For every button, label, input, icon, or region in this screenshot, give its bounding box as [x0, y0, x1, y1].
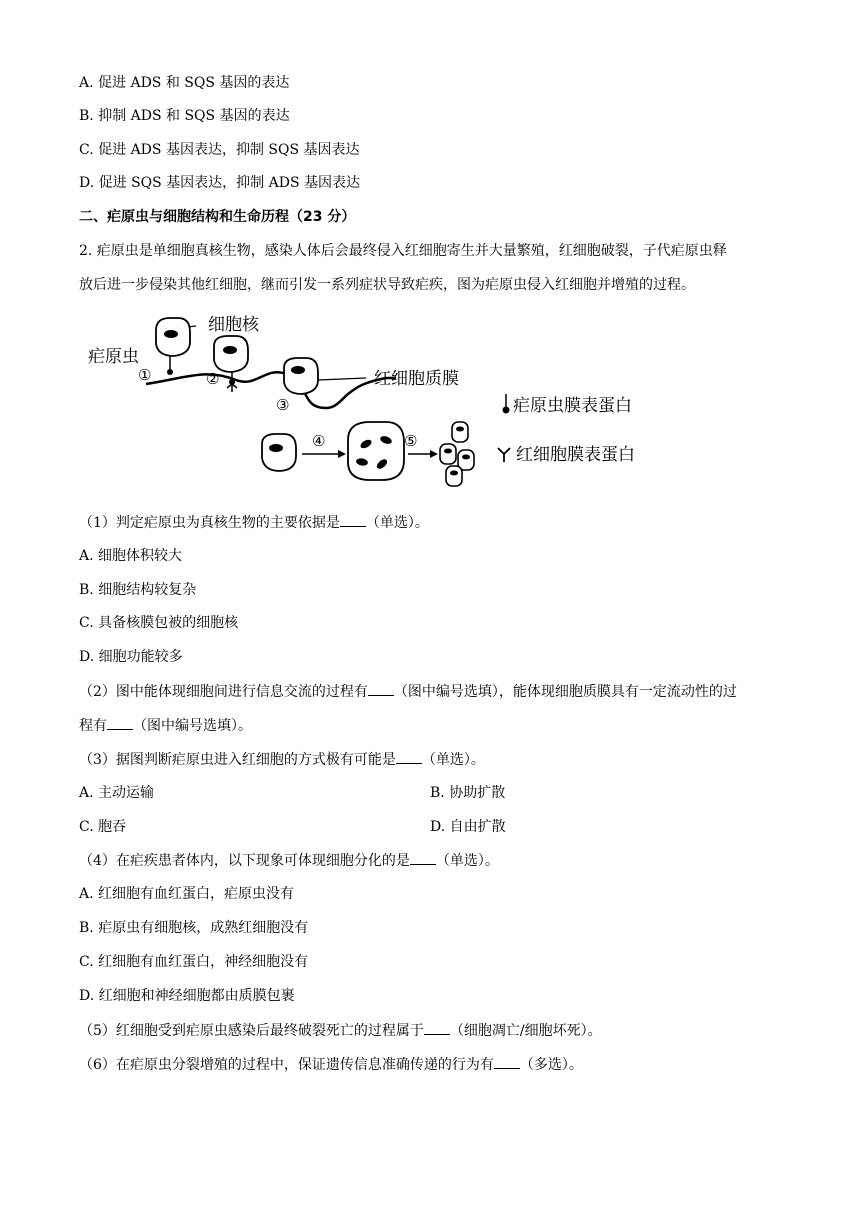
sub4-stem: （4）在疟疾患者体内，以下现象可体现细胞分化的是 （单选）。: [79, 850, 499, 871]
question2-intro-line2: 放后进一步侵染其他红细胞，继而引发一系列症状导致疟疾，图为疟原虫侵入红细胞并增殖的过程。: [79, 277, 695, 293]
option-prev-d: D. 促进 SQS 基因表达，抑制 ADS 基因表达: [79, 175, 361, 191]
rbc-membrane-curve: [146, 372, 396, 408]
legend-rbc-protein: 红细胞膜表蛋白: [516, 445, 635, 465]
legend-parasite-protein: 疟原虫膜表蛋白: [513, 396, 632, 416]
infected-rbc: [348, 422, 404, 480]
answer-blank[interactable]: [424, 1020, 450, 1035]
rbc-protein-2: [227, 384, 237, 392]
parasite-invasion-figure: [86, 308, 646, 490]
sub4-option-d: D. 红细胞和神经细胞都由质膜包裹: [79, 988, 295, 1004]
sub1-stem: （1）判定疟原虫为真核生物的主要依据是 （单选）。: [79, 512, 429, 533]
parasite-nucleus-2: [223, 346, 237, 354]
label-parasite: 疟原虫: [88, 347, 139, 367]
sub4-option-c: C. 红细胞有血红蛋白，神经细胞没有: [79, 954, 309, 970]
sub4-option-b: B. 疟原虫有细胞核，成熟红细胞没有: [79, 920, 309, 936]
option-prev-a: A. 促进 ADS 和 SQS 基因的表达: [79, 75, 290, 91]
option-prev-b: B. 抑制 ADS 和 SQS 基因的表达: [79, 108, 290, 124]
option-prev-c: C. 促进 ADS 基因表达，抑制 SQS 基因表达: [79, 142, 360, 158]
sub5-stem: （5）红细胞受到疟原虫感染后最终破裂死亡的过程属于 （细胞凋亡/细胞坏死）。: [79, 1020, 602, 1041]
membrane-pointer: [318, 378, 366, 380]
answer-blank[interactable]: [340, 512, 366, 527]
sub6-stem: （6）在疟原虫分裂增殖的过程中，保证遗传信息准确传递的行为有 （多选）。: [79, 1054, 583, 1075]
step-2-label: ②: [206, 370, 220, 388]
parasite-cell-2: [214, 336, 248, 372]
parasite-cell-3: [284, 358, 318, 394]
sub1-option-c: C. 具备核膜包被的细胞核: [79, 615, 239, 631]
answer-blank[interactable]: [107, 715, 133, 730]
answer-blank[interactable]: [410, 850, 436, 865]
sub3-option-b: B. 协助扩散: [430, 785, 506, 801]
parasite-nucleus-4: [269, 444, 283, 452]
sub1-option-a: A. 细胞体积较大: [79, 548, 183, 564]
parasite-protein-1: [167, 369, 173, 375]
step-1-label: ①: [138, 366, 152, 384]
sub3-option-c: C. 胞吞: [79, 819, 127, 835]
released-parasites: [440, 422, 474, 486]
label-rbc-membrane: 红细胞质膜: [374, 369, 459, 389]
parasite-cell-4: [262, 434, 296, 471]
step-5-label: ⑤: [404, 432, 418, 450]
question2-intro-line1: 2. 疟原虫是单细胞真核生物，感染人体后会最终侵入红细胞寄生并大量繁殖，红细胞破裂，子代疟原虫释: [79, 243, 727, 259]
answer-blank[interactable]: [494, 1054, 520, 1069]
label-nucleus: 细胞核: [208, 315, 259, 335]
answer-blank[interactable]: [396, 749, 422, 764]
sub1-option-b: B. 细胞结构较复杂: [79, 582, 197, 598]
sub2-line2: 程有 （图中编号选填）。: [79, 715, 252, 736]
sub3-option-a: A. 主动运输: [79, 785, 155, 801]
parasite-nucleus-1: [164, 330, 178, 338]
sub1-option-d: D. 细胞功能较多: [79, 649, 183, 665]
legend-parasite-protein-icon: [503, 407, 510, 414]
step-4-label: ④: [312, 432, 326, 450]
legend-rbc-protein-icon: [498, 448, 510, 462]
answer-blank[interactable]: [368, 681, 394, 696]
section-heading: 二、疟原虫与细胞结构和生命历程（23 分）: [79, 209, 356, 225]
step-3-label: ③: [276, 396, 290, 414]
sub3-stem: （3）据图判断疟原虫进入红细胞的方式极有可能是 （单选）。: [79, 749, 485, 770]
sub4-option-a: A. 红细胞有血红蛋白，疟原虫没有: [79, 886, 295, 902]
sub2-line1: （2）图中能体现细胞间进行信息交流的过程有 （图中编号选填），能体现细胞质膜具有一定流动性的过: [79, 681, 737, 702]
parasite-nucleus-3: [291, 366, 305, 374]
sub3-option-d: D. 自由扩散: [430, 819, 506, 835]
